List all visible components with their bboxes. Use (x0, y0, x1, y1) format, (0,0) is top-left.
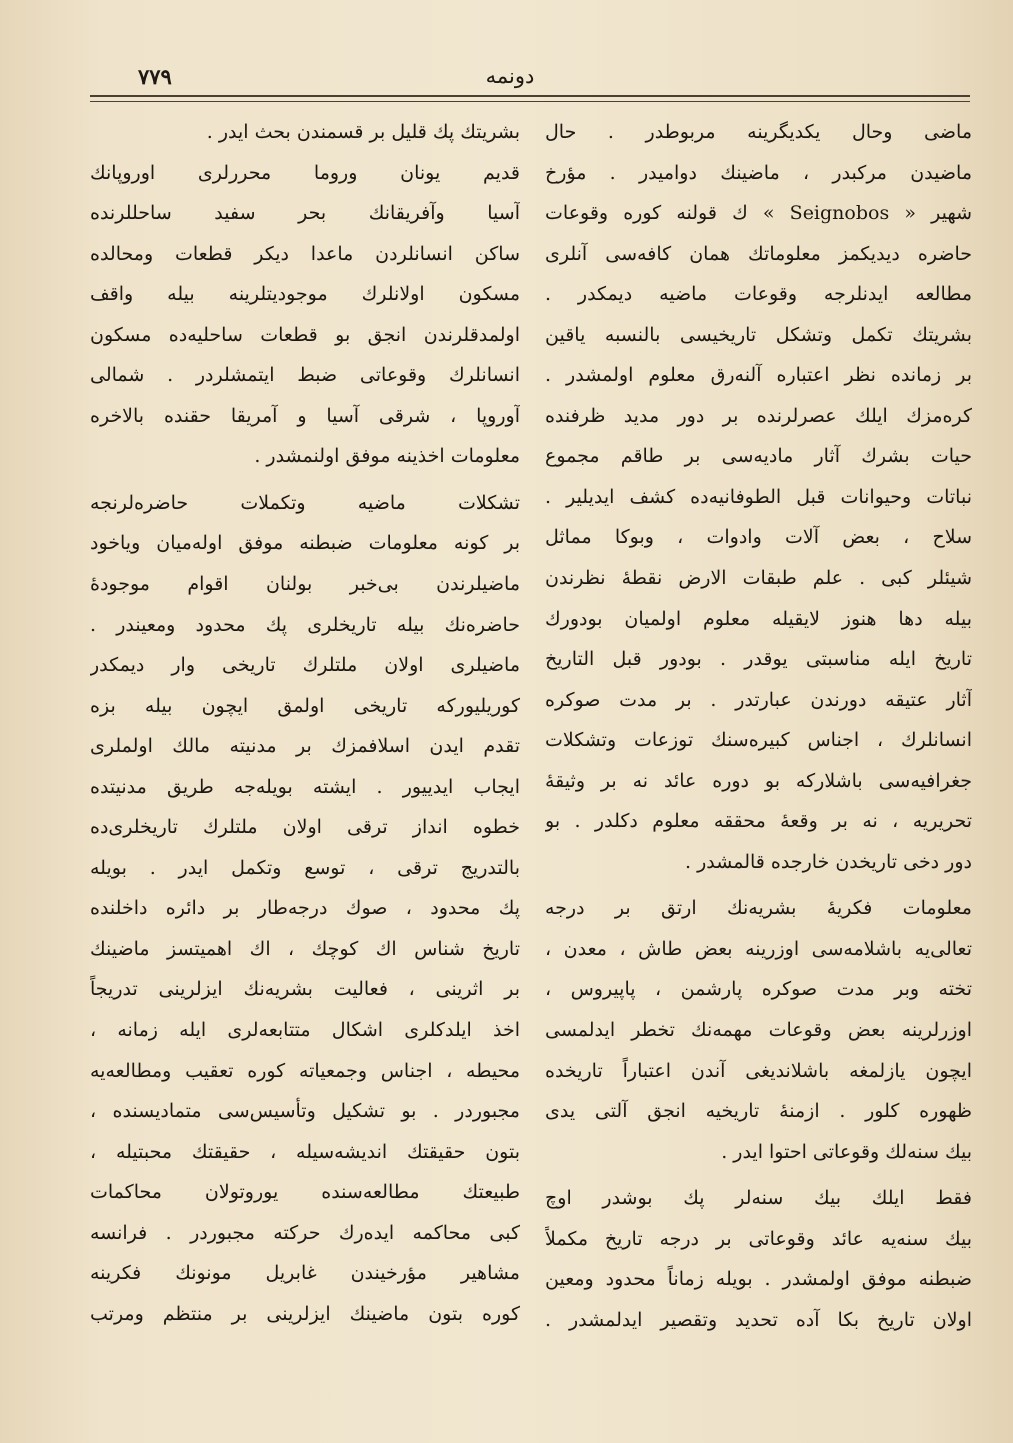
text-line: اخذ ایلدکلری اشکال متتابعه‌لری ایله زمانه ، (90, 1019, 520, 1042)
text-line: ایجاب ایدییور . ایشته بویله‌جه طریق مدنیتده (90, 775, 520, 798)
text-line: قدیم یونان وروما محررلری اوروپانك (90, 161, 520, 184)
text-line: تاریخ ایله مناسبتی یوقدر . بودور قبل التاریخ (545, 648, 972, 671)
text-line: حیات بشرك آثار مادیه‌سی بر طاقم مجموع (545, 445, 972, 468)
text-line: انسانلرك وقوعاتی ضبط ایتمشلردر . شمالی (90, 364, 520, 387)
text-line: ماضی وحال یکدیگرینه مربوطدر . حال (545, 121, 972, 143)
text-line: کبی محاکمه ایده‌رك حرکته مجبوردر . فرانسه (90, 1221, 520, 1244)
text-line: شهیر « Seignobos » ك قولنه كوره وقوعات (545, 202, 972, 225)
text-line: ظهوره کلور . ازمنهٔ تاریخیه انجق آلتی یدی (545, 1100, 972, 1123)
text-line: آسیا وآفریقانك بحر سفید ساحللرنده (90, 202, 520, 225)
text-line: اولان تاریخ بکا آده تحدید وتقصیر ایدلمشدر . (545, 1308, 972, 1331)
text-line: مجبوردر . بو تشکیل وتأسیس‌سی متمادیسنده ، (90, 1100, 520, 1123)
text-line: آثار عتیقه دورندن عبارتدر . بر مدت صوکره (545, 688, 972, 711)
text-line: بر کونه معلومات ضبطنه موفق اوله‌میان وياخود (90, 532, 520, 555)
text-line: ایچون یازلمغه باشلاندیغی آندن اعتباراً تاریخده (545, 1059, 972, 1082)
text-line: کره‌مزك ایلك عصرلرنده بر دور مدید ظرفنده (545, 404, 972, 427)
text-line: بالتدریج ترقی ، توسع وتکمل ایدر . بویله (90, 856, 520, 879)
text-line: تعالی‌یه باشلامه‌سی اوزرینه بعض طاش ، معدن ، (545, 937, 972, 960)
text-line: مسکون اولانلرك موجودیتلرینه بیله واقف (90, 283, 520, 306)
text-line: ساکن انسانلردن ماعدا دیکر قطعات ومحالده (90, 242, 520, 265)
text-line: ماضیلرندن بی‌خبر بولنان اقوام موجودهٔ (90, 573, 520, 596)
text-line: دور دخی تاریخدن خارجده قالمشدر . (685, 850, 972, 873)
text-line: بتون حقیقتك اندیشه‌سیله ، حقیقتك محبتیله ، (90, 1140, 520, 1163)
text-line: فقط ایلك بیك سنه‌لر پك بوشدر اوچ (545, 1187, 972, 1210)
running-title: دونمه (485, 64, 535, 88)
text-line: جغرافیه‌سی باشلارکه بو دوره عائد نه بر وثیقهٔ (545, 769, 972, 792)
text-line: کوریلیورکه تاریخی اولمق ایچون بیله بزه (90, 694, 520, 717)
text-line: تخته وبر مدت صوکره پارشمن ، پاپیروس ، (545, 978, 972, 1001)
text-line: مطالعه ایدنلرجه وقوعات ماضیه دیمکدر . (545, 283, 972, 306)
text-line: ضبطنه موفق اولمشدر . بویله زماناً محدود ومعین (545, 1268, 972, 1291)
text-line: سلاح ، بعض آلات وادوات ، وبوکا مماثل (545, 526, 972, 549)
text-line: محیطه ، اجناس وجمعیاته کوره تعقیب ومطالعه‌یه (90, 1059, 520, 1082)
text-line: کوره بتون ماضینك ایزلرینی بر منتظم ومرتب (90, 1302, 520, 1325)
text-line: مشاهیر مؤرخیندن غابریل مونونك فکرینه (90, 1262, 520, 1285)
text-line: تشکلات ماضیه وتکملات حاضره‌لرنجه (90, 491, 520, 514)
header-rule (90, 95, 970, 102)
text-line: تقدم ایدن اسلافمزك بر مدنیته مالك اولملری (90, 735, 520, 758)
text-line: طبیعتك مطالعه‌سنده یوروتولان محاکمات (90, 1181, 520, 1204)
text-line: شیئلر کبی . علم طبقات الارض نقطهٔ نظرندن (545, 567, 972, 590)
text-line: تاریخ شناس اك کوچك ، اك اهمیتسز ماضینك (90, 937, 520, 960)
text-line: اولمدقلرندن انجق بو قطعات ساحلیه‌ده مسکون (90, 323, 520, 346)
text-line: بشریتك تکمل وتشکل تاریخیسی بالنسبه یاقین (545, 323, 972, 346)
text-line: معلومات اخذینه موفق اولنمشدر . (254, 445, 520, 468)
text-line: بر اثرینی ، فعالیت بشریه‌نك ایزلرینی تدریجاً (90, 978, 520, 1001)
text-line: خطوه انداز ترقی اولان ملتلرك تاریخلری‌ده (90, 816, 520, 839)
right-column (545, 112, 972, 1340)
text-line: حاضره‌نك بیله تاریخلری پك محدود ومعیندر . (90, 613, 520, 636)
text-line: ماضیدن مرکبدر ، ماضینك دوامیدر . مؤرخ (545, 161, 972, 184)
text-line: بیله دها هنوز لایقیله معلوم اولمیان بودورك (545, 607, 972, 630)
text-line: پك محدود ، صوك درجه‌طار بر دائره داخلنده (90, 897, 520, 920)
page-number: ۷۷۹ (138, 64, 172, 89)
text-line: بیك سنه‌لك وقوعاتی احتوا ایدر . (721, 1140, 972, 1163)
left-column (90, 112, 520, 1334)
text-line: بیك سنه‌یه عائد وقوعاتی بر درجه تاریخ مکملاً (545, 1227, 972, 1250)
text-line: نباتات وحیوانات قبل الطوفانیه‌ده کشف ایدیلیر . (545, 485, 972, 508)
text-line: ماضیلری اولان ملتلرك تاریخی وار دیمکدر (90, 654, 520, 677)
text-line: آوروپا ، شرقی آسیا و آمریقا حقنده بالاخره (90, 404, 520, 427)
text-line: معلومات فکریهٔ بشریه‌نك ارتق بر درجه (545, 897, 972, 920)
text-line: بر زمانده نظر اعتباره آلنه‌رق معلوم اولمشدر . (545, 364, 972, 387)
text-line: تحریریه ، نه بر وقعهٔ محققه معلوم دکلدر . بو (545, 810, 972, 833)
text-line: اوزرلرینه بعض وقوعات مهمه‌نك تخطر ایدلمسی (545, 1019, 972, 1042)
text-line: انسانلرك ، اجناس کبیره‌سنك توزعات وتشکلات (545, 729, 972, 752)
text-line: حاضره دیدیکمز معلوماتك همان کافه‌سی آنلری (545, 242, 972, 265)
text-line: بشریتك پك قلیل بر قسمندن بحث ایدر . (206, 121, 520, 143)
